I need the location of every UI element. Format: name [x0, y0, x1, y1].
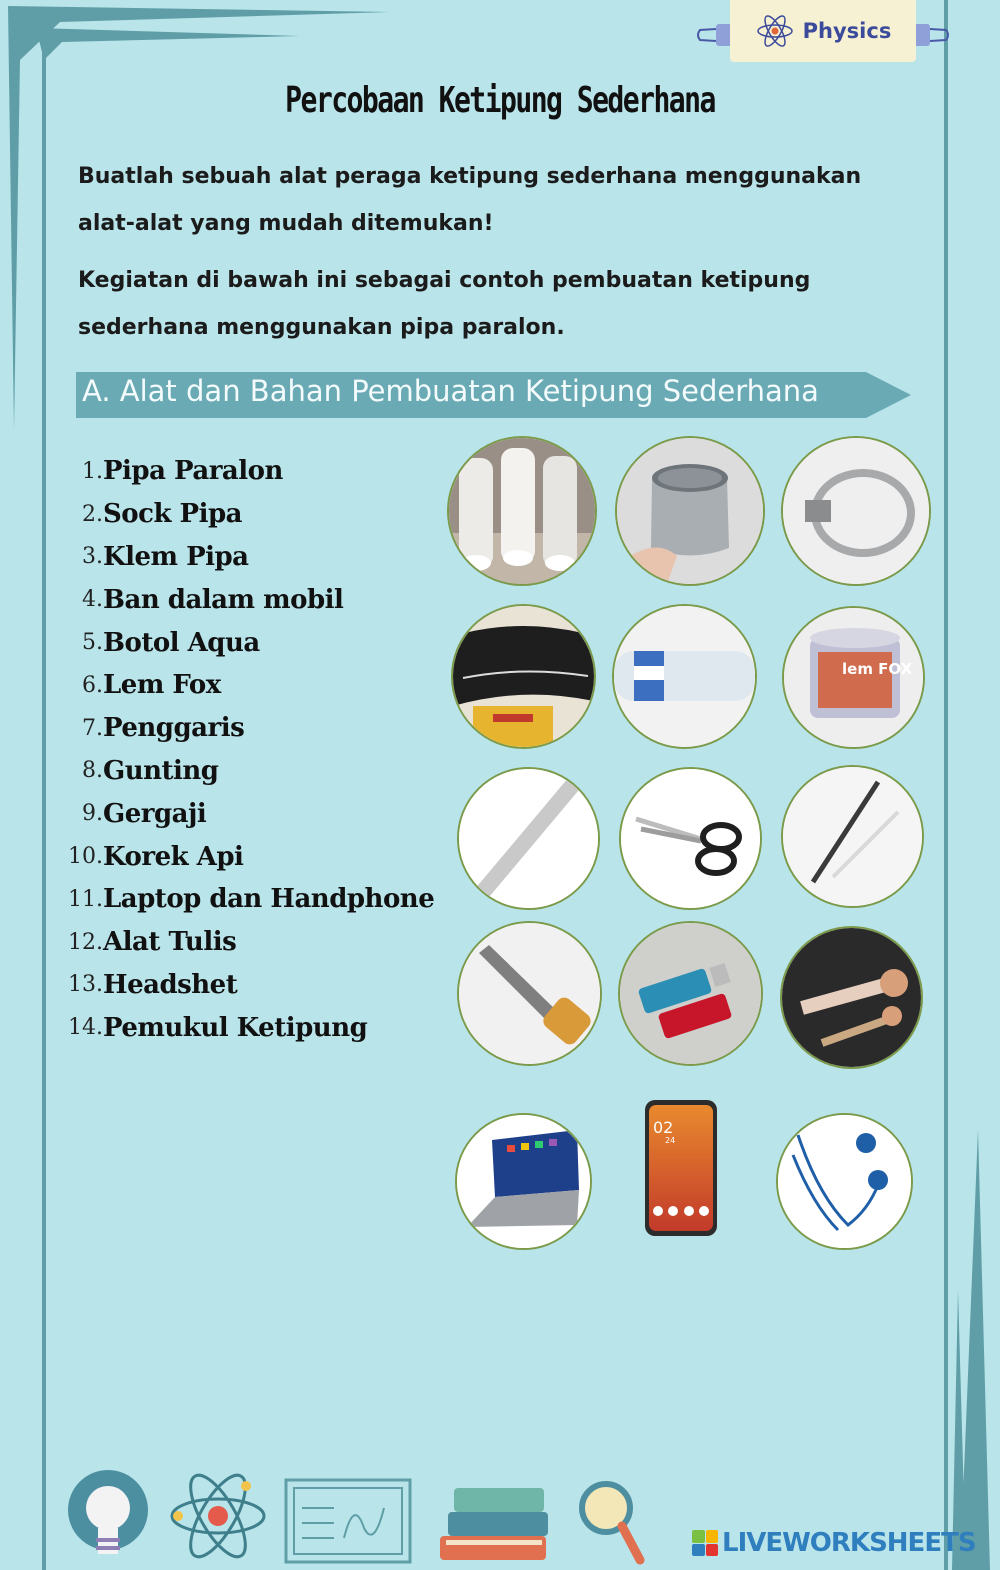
list-item-label: Alat Tulis	[103, 927, 237, 958]
photo-pipa-paralon	[447, 436, 597, 586]
list-item	[55, 493, 434, 536]
photo-headshet	[776, 1113, 913, 1250]
list-item-number: 9.	[82, 801, 103, 827]
list-item-number: 11.	[68, 886, 103, 912]
list-item-label: Korek Api	[103, 841, 244, 872]
phone-clock-minutes: 24	[665, 1136, 676, 1145]
photo-ban-dalam-mobil	[451, 604, 596, 749]
list-item-number: 1.	[82, 458, 103, 484]
list-item-label: Klem Pipa	[103, 541, 249, 572]
list-item-label: Pemukul Ketipung	[103, 1012, 368, 1043]
materials-list	[55, 450, 434, 1049]
list-item-label: Ban dalam mobil	[103, 584, 344, 615]
books-icon	[432, 1478, 556, 1566]
list-item	[55, 921, 434, 964]
list-item-label: Headshet	[103, 969, 238, 1000]
lem-can-label: lem FOX	[842, 660, 913, 678]
liveworksheets-brand	[692, 1528, 976, 1558]
list-item-number: 7.	[82, 715, 103, 741]
photo-korek-api	[618, 921, 763, 1066]
photo-alat-tulis	[781, 765, 924, 908]
list-item	[55, 835, 434, 878]
intro-paragraph-1: Buatlah sebuah alat peraga ketipung sederhana menggunakan alat-alat yang mudah ditemukan!	[78, 164, 862, 236]
list-item	[55, 792, 434, 835]
list-item-number: 8.	[82, 758, 103, 784]
list-item	[55, 536, 434, 579]
list-item-number: 6.	[82, 672, 103, 698]
atom-icon	[755, 11, 795, 51]
list-item-number: 10.	[68, 844, 103, 870]
photo-laptop	[455, 1113, 592, 1250]
list-item-label: Penggaris	[103, 713, 245, 744]
photo-pemukul-ketipung	[780, 926, 923, 1069]
list-item-number: 14.	[68, 1015, 103, 1041]
list-item-label: Gergaji	[103, 798, 207, 829]
liveworksheets-label: LIVEWORKSHEETS	[722, 1528, 976, 1558]
subject-tag-label: Physics	[802, 19, 892, 43]
list-item-number: 13.	[68, 972, 103, 998]
list-item	[55, 964, 434, 1007]
frame-left-line	[42, 30, 46, 1570]
photo-klem-pipa	[781, 436, 931, 586]
photo-gunting	[619, 767, 762, 910]
list-item-number: 12.	[68, 929, 103, 955]
list-item-label: Sock Pipa	[103, 499, 242, 530]
list-item	[55, 1006, 434, 1049]
list-item-label: Gunting	[103, 755, 219, 786]
list-item-number: 4.	[82, 587, 103, 613]
subject-tag	[730, 0, 916, 62]
chalkboard-formula-icon	[284, 1478, 412, 1564]
phone-clock: 02	[653, 1118, 674, 1137]
photo-gergaji	[457, 921, 602, 1066]
list-item	[55, 578, 434, 621]
list-item	[55, 621, 434, 664]
list-item	[55, 664, 434, 707]
list-item-label: Pipa Paralon	[103, 456, 283, 487]
lightbulb-icon	[66, 1468, 150, 1566]
list-item	[55, 750, 434, 793]
list-item	[55, 707, 434, 750]
page-title: Percobaan Ketipung Sederhana	[285, 80, 715, 121]
photo-handphone	[645, 1100, 717, 1236]
list-item	[55, 450, 434, 493]
photo-lem-fox	[782, 606, 925, 749]
liveworksheets-logo-icon	[692, 1530, 718, 1556]
list-item-number: 2.	[82, 501, 103, 527]
section-heading: A. Alat dan Bahan Pembuatan Ketipung Sederhana	[82, 374, 819, 408]
list-item-label: Lem Fox	[103, 670, 221, 701]
phone-app-dock	[653, 1206, 709, 1218]
photo-botol-aqua	[612, 604, 757, 749]
magnifier-icon	[578, 1480, 648, 1566]
intro-paragraph-2: Kegiatan di bawah ini sebagai contoh pembuatan ketipung sederhana menggunakan pipa paralon.	[78, 268, 811, 340]
corner-frame-decoration-bottom	[930, 1130, 1000, 1570]
list-item-label: Laptop dan Handphone	[103, 884, 435, 915]
list-item-number: 3.	[82, 544, 103, 570]
photo-sock-pipa	[615, 436, 765, 586]
list-item	[55, 878, 434, 921]
list-item-number: 5.	[82, 630, 103, 656]
atom-model-icon	[166, 1466, 270, 1566]
list-item-label: Botol Aqua	[103, 627, 260, 658]
photo-penggaris	[457, 767, 600, 910]
